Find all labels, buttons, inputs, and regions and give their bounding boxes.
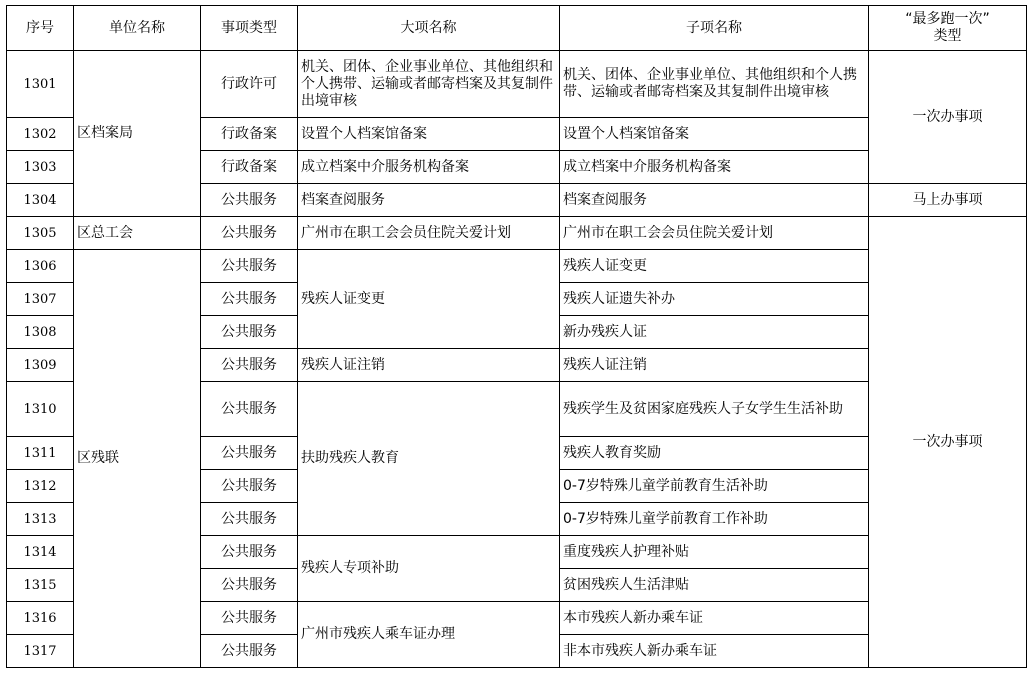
- cell-seq: 1316: [7, 602, 74, 635]
- cell-sub: 机关、团体、企业事业单位、其他组织和个人携带、运输或者邮寄档案及其复制件出境审核: [560, 51, 869, 118]
- cell-seq: 1307: [7, 283, 74, 316]
- cell-type: 公共服务: [201, 283, 298, 316]
- cell-type: 公共服务: [201, 470, 298, 503]
- cell-sub: 残疾人证注销: [560, 349, 869, 382]
- cell-type: 行政备案: [201, 151, 298, 184]
- cell-sub: 重度残疾人护理补贴: [560, 536, 869, 569]
- cell-seq: 1303: [7, 151, 74, 184]
- cell-seq: 1315: [7, 569, 74, 602]
- cell-type: 公共服务: [201, 437, 298, 470]
- cell-major: 残疾人证变更: [298, 250, 560, 349]
- cell-seq: 1313: [7, 503, 74, 536]
- cell-unit-archives: 区档案局: [74, 51, 201, 217]
- cell-type: 公共服务: [201, 184, 298, 217]
- cell-type: 公共服务: [201, 536, 298, 569]
- header-run-type: “最多跑一次” 类型: [869, 6, 1027, 51]
- cell-seq: 1302: [7, 118, 74, 151]
- header-row: [7, 6, 1027, 51]
- cell-type: 行政备案: [201, 118, 298, 151]
- cell-sub: 贫困残疾人生活津贴: [560, 569, 869, 602]
- cell-major: 扶助残疾人教育: [298, 382, 560, 536]
- cell-major: 残疾人证注销: [298, 349, 560, 382]
- cell-seq: 1309: [7, 349, 74, 382]
- cell-unit-disabled: 区残联: [74, 250, 201, 668]
- cell-seq: 1304: [7, 184, 74, 217]
- header-unit: 单位名称: [74, 6, 201, 51]
- cell-major: 残疾人专项补助: [298, 536, 560, 602]
- cell-sub: 本市残疾人新办乘车证: [560, 602, 869, 635]
- cell-seq: 1311: [7, 437, 74, 470]
- cell-seq: 1301: [7, 51, 74, 118]
- cell-major: 广州市残疾人乘车证办理: [298, 602, 560, 668]
- cell-type: 公共服务: [201, 569, 298, 602]
- cell-major: 档案查阅服务: [298, 184, 560, 217]
- cell-seq: 1306: [7, 250, 74, 283]
- cell-seq: 1314: [7, 536, 74, 569]
- cell-seq: 1317: [7, 635, 74, 668]
- cell-sub: 残疾人证遗失补办: [560, 283, 869, 316]
- cell-major: 机关、团体、企业事业单位、其他组织和个人携带、运输或者邮寄档案及其复制件出境审核: [298, 51, 560, 118]
- cell-sub: 档案查阅服务: [560, 184, 869, 217]
- cell-run-type: 马上办事项: [869, 184, 1027, 217]
- cell-type: 公共服务: [201, 382, 298, 437]
- cell-type: 公共服务: [201, 635, 298, 668]
- header-seq: 序号: [7, 6, 74, 51]
- cell-type: 公共服务: [201, 250, 298, 283]
- cell-type: 公共服务: [201, 349, 298, 382]
- cell-type: 公共服务: [201, 602, 298, 635]
- cell-sub: 非本市残疾人新办乘车证: [560, 635, 869, 668]
- service-items-table: [6, 5, 1027, 668]
- cell-unit-union: 区总工会: [74, 217, 201, 250]
- cell-type: 公共服务: [201, 503, 298, 536]
- header-sub: 子项名称: [560, 6, 869, 51]
- cell-sub: 残疾人教育奖励: [560, 437, 869, 470]
- cell-run-type: 一次办事项: [869, 217, 1027, 668]
- cell-sub: 广州市在职工会会员住院关爱计划: [560, 217, 869, 250]
- cell-seq: 1308: [7, 316, 74, 349]
- cell-seq: 1312: [7, 470, 74, 503]
- header-type: 事项类型: [201, 6, 298, 51]
- cell-sub: 设置个人档案馆备案: [560, 118, 869, 151]
- cell-type: 公共服务: [201, 316, 298, 349]
- cell-major: 设置个人档案馆备案: [298, 118, 560, 151]
- cell-sub: 0-7岁特殊儿童学前教育生活补助: [560, 470, 869, 503]
- cell-major: 广州市在职工会会员住院关爱计划: [298, 217, 560, 250]
- header-major: 大项名称: [298, 6, 560, 51]
- table-row: [7, 51, 1027, 118]
- cell-seq: 1305: [7, 217, 74, 250]
- cell-type: 行政许可: [201, 51, 298, 118]
- cell-run-type: 一次办事项: [869, 51, 1027, 184]
- cell-sub: 成立档案中介服务机构备案: [560, 151, 869, 184]
- cell-type: 公共服务: [201, 217, 298, 250]
- cell-sub: 新办残疾人证: [560, 316, 869, 349]
- table-row: [7, 217, 1027, 250]
- cell-major: 成立档案中介服务机构备案: [298, 151, 560, 184]
- cell-sub: 残疾人证变更: [560, 250, 869, 283]
- cell-sub: 0-7岁特殊儿童学前教育工作补助: [560, 503, 869, 536]
- cell-sub: 残疾学生及贫困家庭残疾人子女学生生活补助: [560, 382, 869, 437]
- cell-seq: 1310: [7, 382, 74, 437]
